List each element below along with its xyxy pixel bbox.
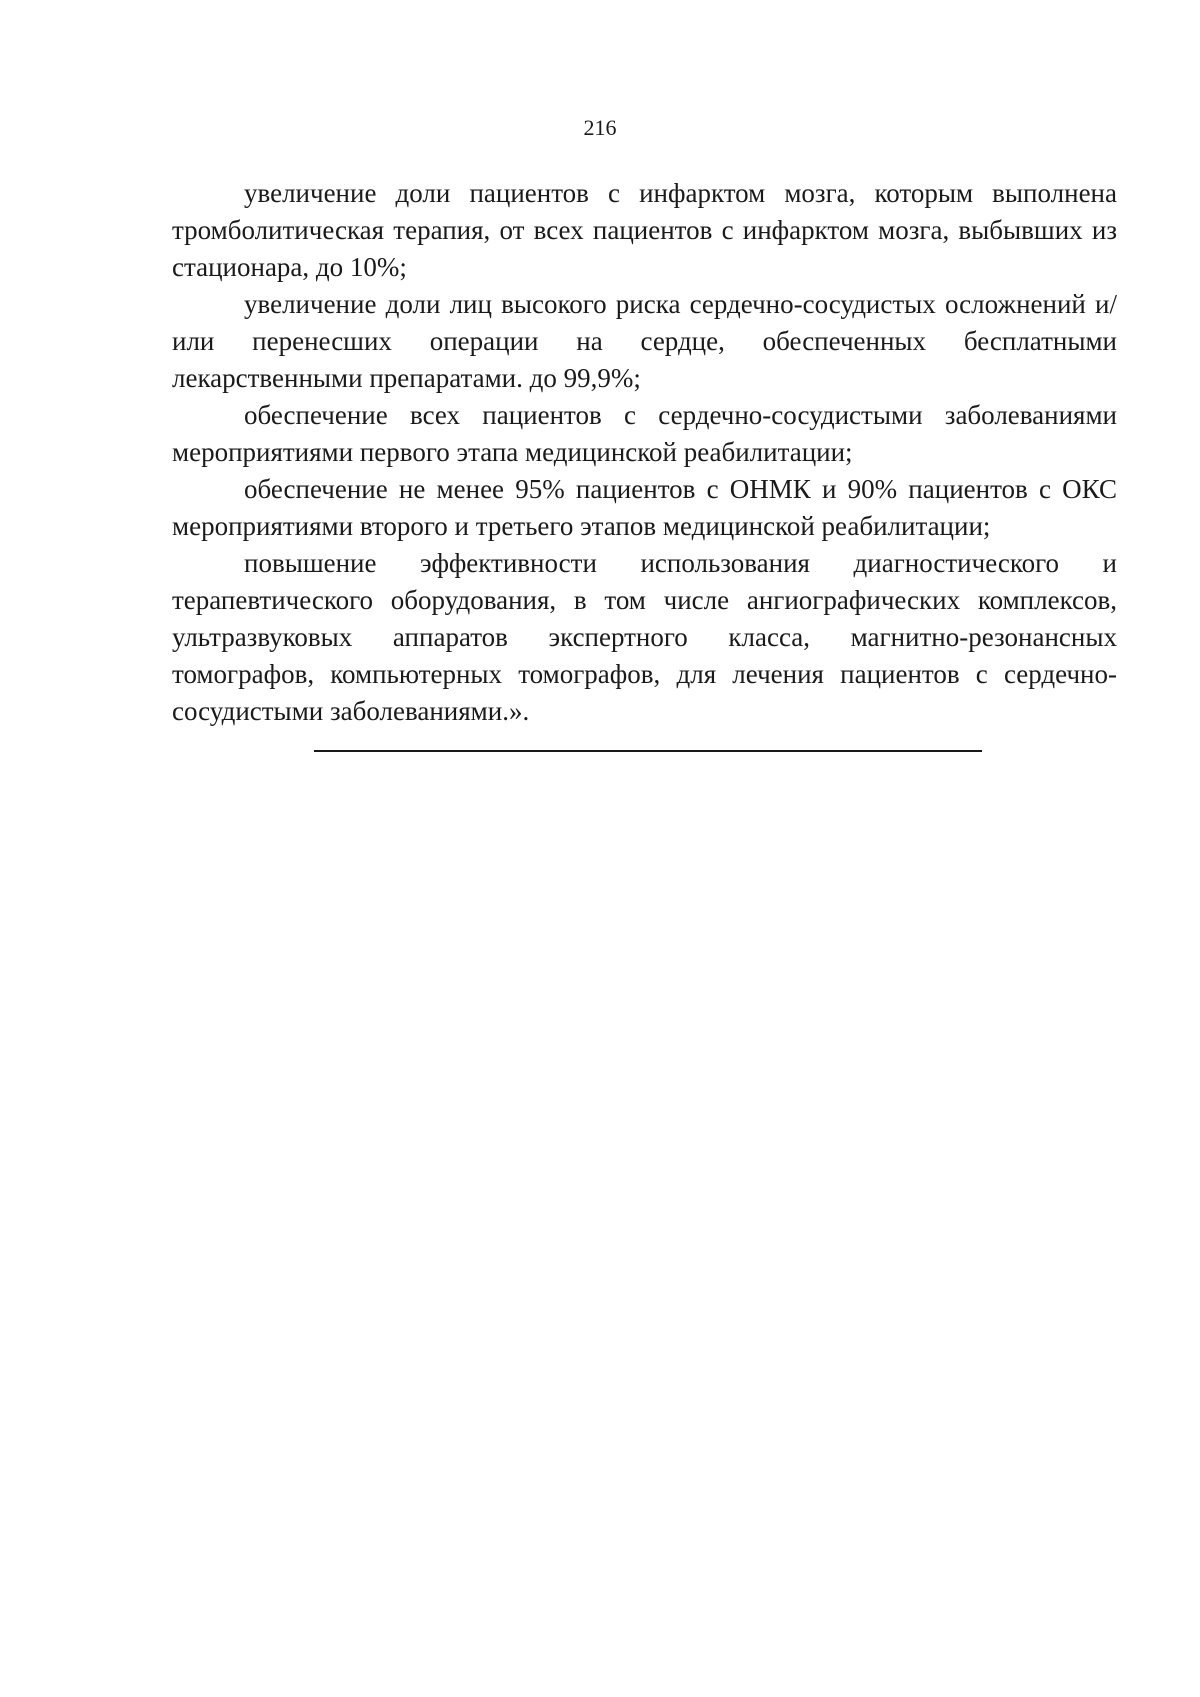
document-body (172, 175, 1117, 730)
paragraph-equipment-efficiency: повышение эффективности использования диагностического и терапевтического оборудования, в том числе ангиографических комплексов, ультразвуковых аппаратов экспертного класса, магнитно-резонансных томографов, компьютерных томографов, для лечения пациентов с сердечно-сосудистыми заболеваниями.». (172, 548, 1117, 726)
paragraph-free-medication: увеличение доли лиц высокого риска сердечно-сосудистых осложнений и/или перенесших операции на сердце, обеспеченных бесплатными лекарственными препаратами. до 99,9%; (172, 289, 1117, 393)
paragraph-second-third-stage-rehabilitation: обеспечение не менее 95% пациентов с ОНМК и 90% пациентов с ОКС мероприятиями второго и третьего этапов медицинской реабилитации; (172, 474, 1117, 541)
end-of-text-divider (314, 750, 982, 752)
paragraph-first-stage-rehabilitation: обеспечение всех пациентов с сердечно-сосудистыми заболеваниями мероприятиями первого этапа медицинской реабилитации; (172, 400, 1117, 467)
paragraph-thrombolytic-therapy: увеличение доли пациентов с инфарктом мозга, которым выполнена тромболитическая терапия, от всех пациентов с инфарктом мозга, выбывших из стационара, до 10%; (172, 178, 1117, 282)
page-number: 216 (583, 115, 617, 140)
